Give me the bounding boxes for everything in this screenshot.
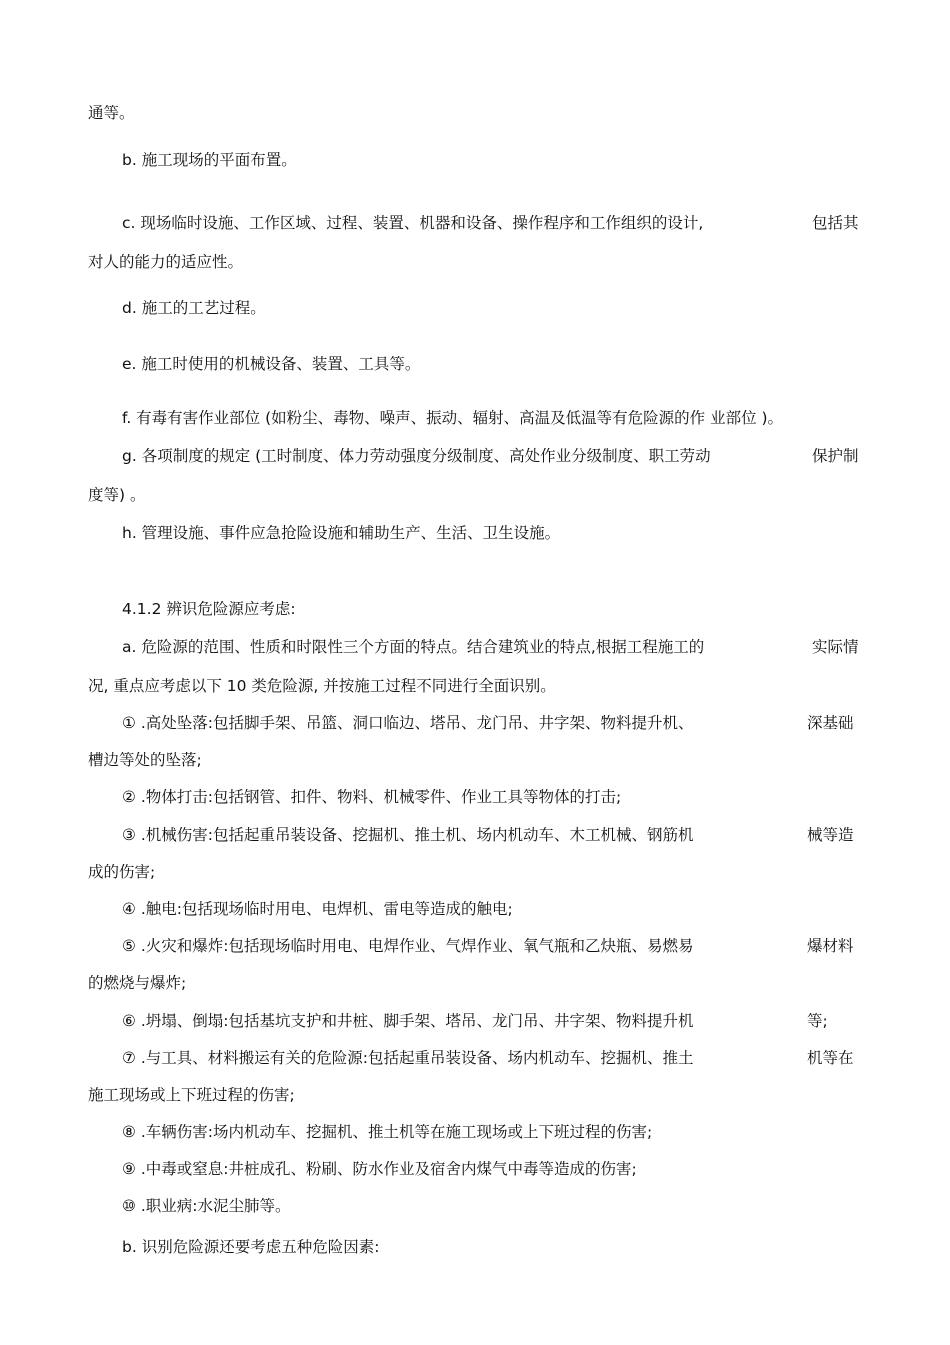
list-item-a: a. 危险源的范围、性质和时限性三个方面的特点。结合建筑业的特点,根据工程施工的 bbox=[122, 638, 705, 656]
list-item-b: b. 施工现场的平面布置。 bbox=[122, 151, 297, 169]
list-item-g: g. 各项制度的规定 (工时制度、体力劳动强度分级制度、高处作业分级制度、职工劳动 bbox=[122, 447, 711, 465]
list-item-10: ⑩ .职业病:水泥尘肺等。 bbox=[122, 1197, 291, 1215]
text-line: 对人的能力的适应性。 bbox=[88, 253, 244, 271]
text-line-tail: 包括其 bbox=[812, 214, 859, 232]
text-line: 槽边等处的坠落; bbox=[88, 751, 202, 769]
list-item-6: ⑥ .坍塌、倒塌:包括基坑支护和井桩、脚手架、塔吊、龙门吊、井字架、物料提升机 bbox=[122, 1012, 694, 1030]
text-line-tail: 实际情 bbox=[812, 638, 859, 656]
text-line-tail: 保护制 bbox=[812, 447, 859, 465]
text-line: 施工现场或上下班过程的伤害; bbox=[88, 1086, 295, 1104]
text-line: 度等) 。 bbox=[88, 486, 146, 504]
list-item-7: ⑦ .与工具、材料搬运有关的危险源:包括起重吊装设备、场内机动车、挖掘机、推土 bbox=[122, 1049, 694, 1067]
list-item-d: d. 施工的工艺过程。 bbox=[122, 299, 266, 317]
list-item-e: e. 施工时使用的机械设备、装置、工具等。 bbox=[122, 355, 421, 373]
list-item-8: ⑧ .车辆伤害:场内机动车、挖掘机、推土机等在施工现场或上下班过程的伤害; bbox=[122, 1123, 653, 1141]
list-item-2: ② .物体打击:包括钢管、扣件、物料、机械零件、作业工具等物体的打击; bbox=[122, 788, 622, 806]
text-line: 况, 重点应考虑以下 10 类危险源, 并按施工过程不同进行全面识别。 bbox=[88, 677, 556, 695]
list-item-c: c. 现场临时设施、工作区域、过程、装置、机器和设备、操作程序和工作组织的设计, bbox=[122, 214, 704, 232]
list-item-4: ④ .触电:包括现场临时用电、电焊机、雷电等造成的触电; bbox=[122, 900, 513, 918]
section-heading: 4.1.2 辨识危险源应考虑: bbox=[122, 600, 296, 618]
text-line-tail: 等; bbox=[807, 1012, 828, 1030]
text-line: 通等。 bbox=[88, 104, 135, 122]
list-item-h: h. 管理设施、事件应急抢险设施和辅助生产、生活、卫生设施。 bbox=[122, 524, 561, 542]
text-line-tail: 机等在 bbox=[807, 1049, 854, 1067]
list-item-5: ⑤ .火灾和爆炸:包括现场临时用电、电焊作业、气焊作业、氧气瓶和乙炔瓶、易燃易 bbox=[122, 937, 694, 955]
list-item-1: ① .高处坠落:包括脚手架、吊篮、洞口临边、塔吊、龙门吊、井字架、物料提升机、 bbox=[122, 714, 694, 732]
list-item-3: ③ .机械伤害:包括起重吊装设备、挖掘机、推土机、场内机动车、木工机械、钢筋机 bbox=[122, 826, 694, 844]
list-item-9: ⑨ .中毒或窒息:井桩成孔、粉刷、防水作业及宿舍内煤气中毒等造成的伤害; bbox=[122, 1160, 637, 1178]
list-item-b2: b. 识别危险源还要考虑五种危险因素: bbox=[122, 1238, 380, 1256]
text-line-tail: 械等造 bbox=[807, 826, 854, 844]
text-line: 成的伤害; bbox=[88, 863, 156, 881]
text-line-tail: 爆材料 bbox=[807, 937, 854, 955]
text-line-tail: 深基础 bbox=[807, 714, 854, 732]
text-line: 的燃烧与爆炸; bbox=[88, 974, 187, 992]
list-item-f: f. 有毒有害作业部位 (如粉尘、毒物、噪声、振动、辐射、高温及低温等有危险源的作 业部位 )。 bbox=[122, 409, 784, 427]
